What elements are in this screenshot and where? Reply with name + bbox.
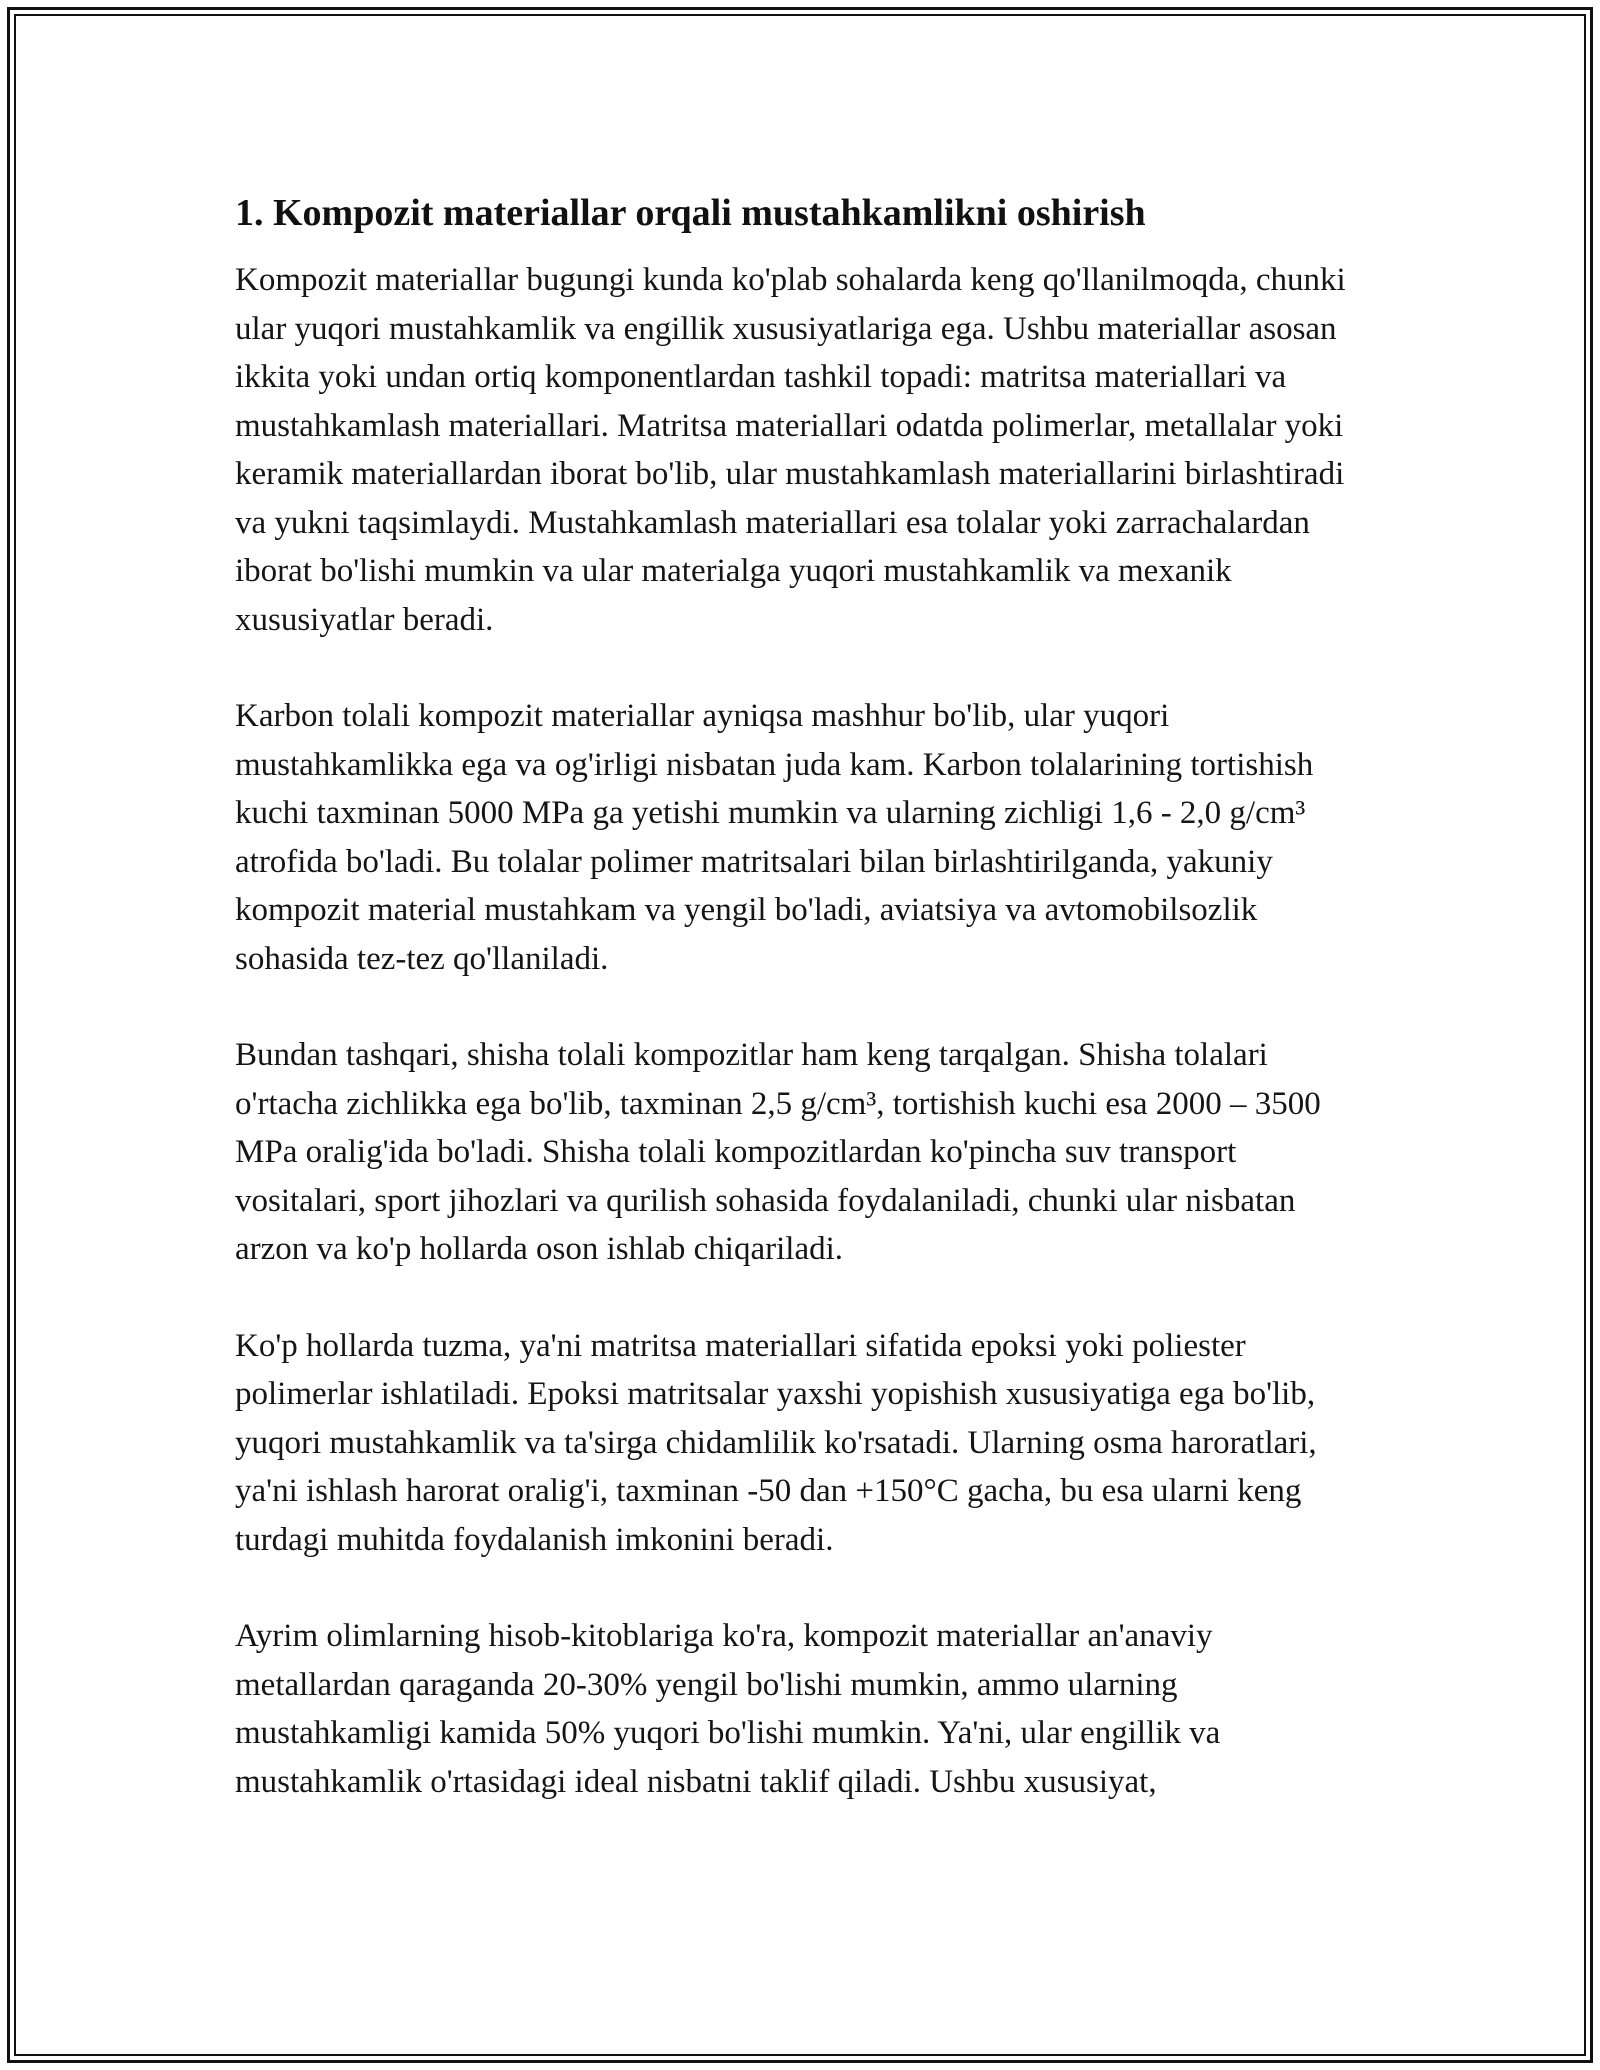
paragraph-composite-intro: Kompozit materiallar bugungi kunda ko'plab sohalarda keng qo'llanilmoqda, chunki ular yuqori mustahkamlik va engillik xususiyatlariga ega. Ushbu materiallar asosan ikkita yoki undan ortiq komponentlardan tashkil topadi: matritsa materiallari va mustahkamlash materiallari. Matritsa materiallari odatda polimerlar, metallalar yoki keramik materiallardan iborat bo'lib, ular mustahkamlash materiallarini birlashtiradi va yukni taqsimlaydi. Mustahkamlash materiallari esa tolalar yoki zarrachalardan iborat bo'lishi mumkin va ular materialga yuqori mustahkamlik va mexanik xususiyatlar beradi. [235,262,1346,638]
paragraph-matrix-polymers: Ko'p hollarda tuzma, ya'ni matritsa materiallari sifatida epoksi yoki poliester polimerlar ishlatiladi. Epoksi matritsalar yaxshi yopishish xususiyatiga ega bo'lib, yuqori mustahkamlik va ta'sirga chidamlilik ko'rsatadi. Ularning osma haroratlari, ya'ni ishlash harorat oralig'i, taxminan -50 dan +150°C gacha, bu esa ularni keng turdagi muhitda foydalanish imkonini beradi. [235,1327,1317,1558]
document-body [235,186,1375,1854]
section-heading: 1. Kompozit materiallar orqali mustahkamlikni oshirish [235,192,1146,234]
paragraph-weight-strength: Ayrim olimlarning hisob-kitoblariga ko'ra, kompozit materiallar an'anaviy metallardan qaraganda 20-30% yengil bo'lishi mumkin, ammo ularning mustahkamligi kamida 50% yuqori bo'lishi mumkin. Ya'ni, ular engillik va mustahkamlik o'rtasidagi ideal nisbatni taklif qiladi. Ushbu xususiyat, [235,1618,1221,1800]
paragraph-glass-fiber: Bundan tashqari, shisha tolali kompozitlar ham keng tarqalgan. Shisha tolalari o'rtacha zichlikka ega bo'lib, taxminan 2,5 g/cm³, tortishish kuchi esa 2000 – 3500 MPa oralig'ida bo'ladi. Shisha tolali kompozitlardan ko'pincha suv transport vositalari, sport jihozlari va qurilish sohasida foydalaniladi, chunki ular nisbatan arzon va ko'p hollarda oson ishlab chiqariladi. [235,1037,1321,1267]
paragraph-carbon-fiber: Karbon tolali kompozit materiallar ayniqsa mashhur bo'lib, ular yuqori mustahkamlikka ega va og'irligi nisbatan juda kam. Karbon tolalarining tortishish kuchi taxminan 5000 MPa ga yetishi mumkin va ularning zichligi 1,6 - 2,0 g/cm³ atrofida bo'ladi. Bu tolalar polimer matritsalari bilan birlashtirilganda, yakuniy kompozit material mustahkam va yengil bo'ladi, aviatsiya va avtomobilsozlik sohasida tez-tez qo'llaniladi. [235,698,1314,977]
